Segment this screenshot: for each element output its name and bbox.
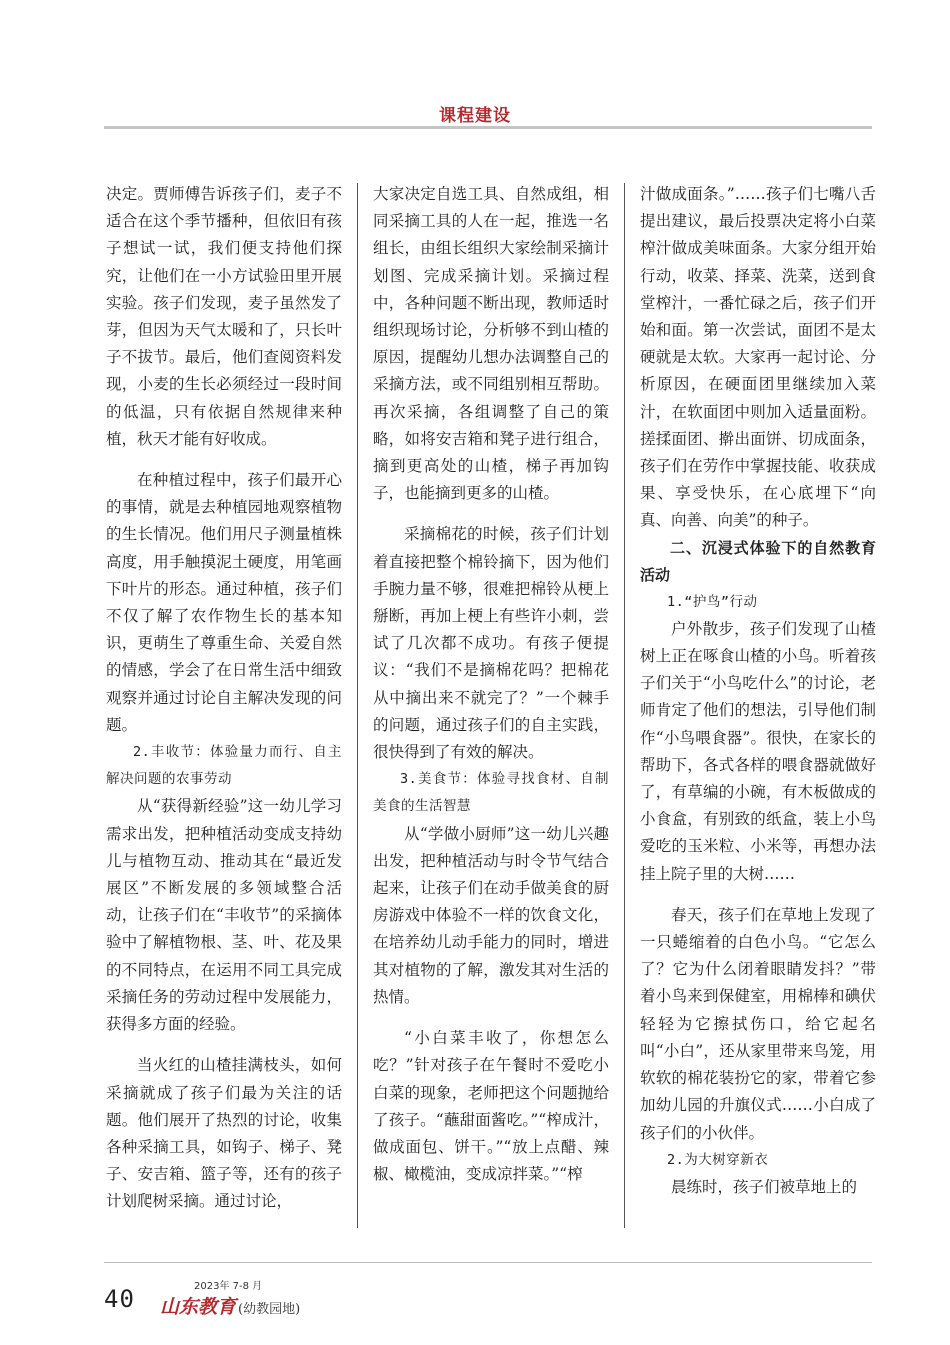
magazine-name: 山东教育 (160, 1296, 237, 1318)
page-number: 40 (104, 1285, 135, 1313)
column-divider (624, 183, 625, 1228)
section-heading: 二、沉浸式体验下的自然教育活动 (640, 538, 876, 584)
paragraph: 从“学做小厨师”这一幼儿兴趣出发，把种植活动与时令节气结合起来，让孩子们在动手做美食的厨房游戏中体验不一样的饮食文化，在培养幼儿动手能力的同时，增进其对植物的了解，激发其对生活的热情。 (373, 824, 609, 1006)
column-3 (640, 181, 876, 1201)
paragraph: 大家决定自选工具、自然成组，相同采摘工具的人在一起，推选一名组长，由组长组织大家绘制采摘计划图、完成采摘计划。采摘过程中，各种问题不断出现，教师适时组织现场讨论，分析够不到山楂的原因，提醒幼儿想办法调整自己的采摘方法，或不同组别相互帮助。再次采摘，各组调整了自己的策略，如将安吉箱和凳子进行组合，摘到更高处的山楂，梯子再加钩子，也能摘到更多的山楂。 (373, 185, 609, 503)
paragraph: 在种植过程中，孩子们最开心的事情，就是去种植园地观察植物的生长情况。他们用尺子测量植株高度，用手触摸泥土硬度，用笔画下叶片的形态。通过种植，孩子们不仅了解了农作物生长的基本知识，更萌生了尊重生命、关爱自然的情感，学会了在日常生活中细致观察并通过讨论自主解决发现的问题。 (106, 471, 342, 734)
header-rule (104, 126, 872, 129)
footer-rule (104, 1262, 872, 1263)
paragraph: 从“获得新经验”这一幼儿学习需求出发，把种植活动变成支持幼儿与植物互动、推动其在“最近发展区”不断发展的多领域整合活动，让孩子们在“丰收节”的采摘体验中了解植物根、茎、叶、花及果的不同特点，在运用不同工具完成采摘任务的劳动过程中发展能力，获得多方面的经验。 (106, 797, 342, 1034)
magazine-logo (160, 1292, 300, 1319)
subsection-heading: 1.“护鸟”行动 (667, 593, 758, 610)
subsection-heading: 2.为大树穿新衣 (667, 1151, 769, 1168)
subsection-heading: 2.丰收节：体验量力而行、自主解决问题的农事劳动 (106, 744, 342, 788)
paragraph: “小白菜丰收了，你想怎么吃？”针对孩子在午餐时不爱吃小白菜的现象，老师把这个问题抛给了孩子。“蘸甜面酱吃。”“榨成汁，做成面包、饼干。”“放上点醋、辣椒、橄榄油，变成凉拌菜。”“榨 (373, 1029, 609, 1184)
paragraph: 春天，孩子们在草地上发现了一只蜷缩着的白色小鸟。“它怎么了？它为什么闭着眼睛发抖？”带着小鸟来到保健室，用棉棒和碘伏轻轻为它擦拭伤口，给它起名叫“小白”，还从家里带来鸟笼，用软软的棉花装扮它的家，带着它参加幼儿园的升旗仪式……小白成了孩子们的小伙伴。 (640, 905, 876, 1142)
section-title: 课程建设 (439, 106, 511, 126)
subsection-heading: 3.美食节：体验寻找食材、自制美食的生活智慧 (373, 771, 609, 815)
paragraph: 决定。贾师傅告诉孩子们，麦子不适合在这个季节播种，但依旧有孩子想试一试，我们便支持他们探究，让他们在一小方试验田里开展实验。孩子们发现，麦子虽然发了芽，但因为天气太暖和了，只长叶子不拔节。最后，他们查阅资料发现，小麦的生长必须经过一段时间的低温，只有依据自然规律来种植，秋天才能有好收成。 (106, 185, 342, 448)
column-2 (373, 181, 609, 1188)
paragraph: 晨练时，孩子们被草地上的 (671, 1177, 858, 1196)
paragraph: 户外散步，孩子们发现了山楂树上正在啄食山楂的小鸟。听着孩子们关于“小鸟吃什么”的讨论，老师肯定了他们的想法，引导他们制作“小鸟喂食器”。很快，在家长的帮助下，各式各样的喂食器就做好了，有草编的小碗，有木板做成的小食盒，有别致的纸盒，装上小鸟爱吃的玉米粒、小米等，再想办法挂上院子里的大树…… (640, 619, 876, 883)
column-divider (357, 183, 358, 1228)
paragraph: 采摘棉花的时候，孩子们计划着直接把整个棉铃摘下，因为他们手腕力量不够，很难把棉铃从梗上掰断，再加上梗上有些许小刺，尝试了几次都不成功。有孩子便提议：“我们不是摘棉花吗？把棉花从中摘出来不就完了？”一个棘手的问题，通过孩子们的自主实践，很快得到了有效的解决。 (373, 525, 609, 762)
magazine-edition: (幼教园地) (238, 1302, 301, 1317)
issue-date: 2023年 7-8 月 (194, 1281, 263, 1292)
paragraph: 当火红的山楂挂满枝头，如何采摘就成了孩子们最为关注的话题。他们展开了热烈的讨论，收集各种采摘工具，如钩子、梯子、凳子、安吉箱、篮子等，还有的孩子计划爬树采摘。通过讨论， (106, 1056, 342, 1211)
paragraph: 汁做成面条。”……孩子们七嘴八舌提出建议，最后投票决定将小白菜榨汁做成美味面条。大家分组开始行动，收菜、择菜、洗菜，送到食堂榨汁，一番忙碌之后，孩子们开始和面。第一次尝试，面团不是太硬就是太软。大家再一起讨论、分析原因，在硬面团里继续加入菜汁，在软面团中则加入适量面粉。搓揉面团、擀出面饼、切成面条，孩子们在劳作中掌握技能、收获成果、享受快乐，在心底埋下“向真、向善、向美”的种子。 (640, 185, 876, 530)
column-1 (106, 181, 342, 1216)
